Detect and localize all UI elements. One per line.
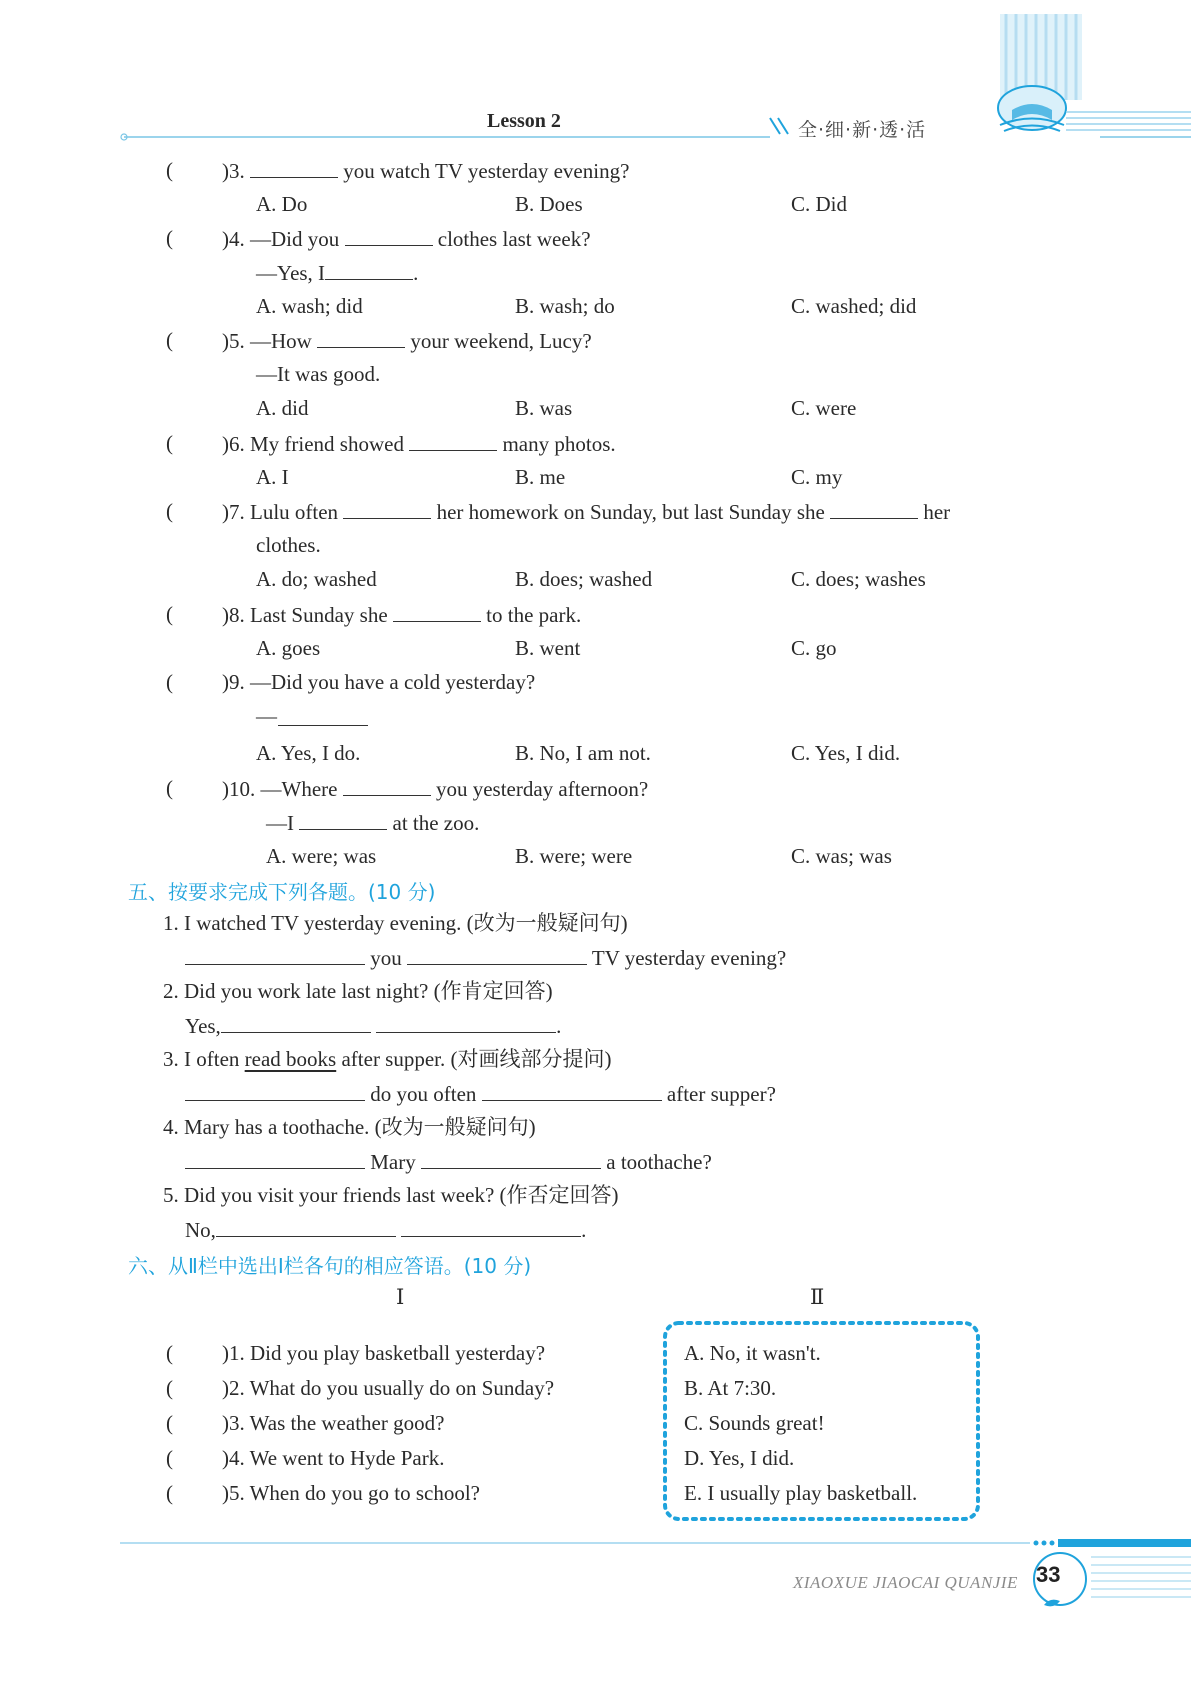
option-a: A. Do	[256, 192, 308, 216]
option-a: A. goes	[256, 636, 321, 660]
option-a: A. I	[256, 465, 289, 489]
option-a: A. were; was	[266, 844, 377, 868]
page-number: 33	[1036, 1562, 1061, 1587]
answer-blank[interactable]	[278, 725, 368, 726]
match-left-5: )5. When do you go to school?	[222, 1481, 480, 1505]
answer-blank[interactable]	[185, 944, 365, 965]
answer-paren: (	[166, 328, 173, 352]
option-c: C. Yes, I did.	[791, 741, 901, 765]
option-b: B. wash; do	[515, 294, 615, 318]
header-lines	[1066, 112, 1191, 130]
answer-blank[interactable]	[482, 1080, 662, 1101]
question-3: )3. you watch TV yesterday evening?	[222, 159, 630, 183]
question-6: )6. My friend showed many photos.	[222, 432, 616, 456]
part5-q5-answer: No, .	[185, 1218, 587, 1242]
option-b: B. me	[515, 465, 566, 489]
answer-paren: (	[166, 431, 173, 455]
header-decoration	[0, 0, 1191, 160]
answer-blank[interactable]	[407, 944, 587, 965]
part5-q5: 5. Did you visit your friends last week? (作否定回答)	[163, 1183, 619, 1207]
option-b: B. was	[515, 396, 573, 420]
part5-q4: 4. Mary has a toothache. (改为一般疑问句)	[163, 1115, 536, 1139]
answer-blank[interactable]	[421, 1148, 601, 1169]
part5-q2-answer: Yes, .	[185, 1014, 562, 1038]
option-a: A. wash; did	[256, 294, 363, 318]
option-b: B. does; washed	[515, 567, 653, 591]
underlined-phrase: read books	[244, 1047, 337, 1071]
part5-q3: 3. I often read books after supper. (对画线部分提问)	[163, 1047, 612, 1071]
header-motto: 全·细·新·透·活	[798, 119, 927, 141]
match-left-2: )2. What do you usually do on Sunday?	[222, 1376, 555, 1400]
question-7: )7. Lulu often her homework on Sunday, but last Sunday she her	[222, 500, 951, 524]
section-6-title: 六、从Ⅱ栏中选出Ⅰ栏各句的相应答语。(10 分)	[128, 1254, 532, 1278]
question-9-line2: —	[256, 704, 277, 728]
match-left-4: )4. We went to Hyde Park.	[222, 1446, 445, 1470]
answer-paren: (	[166, 1341, 173, 1365]
option-c: C. Did	[791, 192, 848, 216]
part5-q2: 2. Did you work late last night? (作肯定回答)	[163, 979, 553, 1003]
option-c: C. were	[791, 396, 857, 420]
question-5: )5. —How your weekend, Lucy?	[222, 329, 592, 353]
option-a: A. did	[256, 396, 309, 420]
option-c: C. my	[791, 465, 843, 489]
question-10-line2: —I at the zoo.	[266, 811, 480, 835]
answer-paren: (	[166, 226, 173, 250]
match-left-3: )3. Was the weather good?	[222, 1411, 445, 1435]
option-a: A. Yes, I do.	[256, 741, 361, 765]
part5-q4-answer: Mary a toothache?	[185, 1148, 712, 1175]
answer-paren: (	[166, 670, 173, 694]
answer-blank[interactable]	[185, 1148, 365, 1169]
match-left-1: )1. Did you play basketball yesterday?	[222, 1341, 546, 1365]
answer-paren: (	[166, 1446, 173, 1470]
option-c: C. does; washes	[791, 567, 926, 591]
answer-paren: (	[166, 776, 173, 800]
part5-q1-answer: you TV yesterday evening?	[185, 944, 786, 971]
answer-paren: (	[166, 1376, 173, 1400]
option-b: B. No, I am not.	[515, 741, 651, 765]
answer-blank[interactable]	[401, 1216, 581, 1237]
answer-blank[interactable]	[216, 1216, 396, 1237]
question-8: )8. Last Sunday she to the park.	[222, 603, 582, 627]
book-emblem-icon	[998, 86, 1066, 131]
answer-blank[interactable]	[185, 1080, 365, 1101]
question-4: )4. —Did you clothes last week?	[222, 227, 591, 251]
series-name: XIAOXUE JIAOCAI QUANJIE	[793, 1573, 1018, 1592]
question-10: )10. —Where you yesterday afternoon?	[222, 777, 649, 801]
option-b: B. were; were	[515, 844, 633, 868]
slash-icon	[770, 118, 788, 134]
column-1-label: Ⅰ	[396, 1285, 405, 1309]
question-4-line2: —Yes, I .	[256, 261, 419, 285]
section-5-title: 五、按要求完成下列各题。(10 分)	[128, 880, 436, 904]
answer-blank[interactable]	[221, 1012, 371, 1033]
part5-q3-answer: do you often after supper?	[185, 1080, 776, 1107]
match-right-b: B. At 7:30.	[684, 1376, 777, 1400]
option-b: B. went	[515, 636, 581, 660]
option-c: C. washed; did	[791, 294, 917, 318]
question-9: )9. —Did you have a cold yesterday?	[222, 670, 536, 694]
answer-paren: (	[166, 158, 173, 182]
lesson-title: Lesson 2	[487, 110, 561, 132]
answer-blank[interactable]	[376, 1012, 556, 1033]
question-7-line2: clothes.	[256, 533, 321, 557]
question-5-line2: —It was good.	[256, 362, 381, 386]
option-a: A. do; washed	[256, 567, 377, 591]
option-c: C. was; was	[791, 844, 892, 868]
answer-paren: (	[166, 1481, 173, 1505]
answer-paren: (	[166, 602, 173, 626]
answer-paren: (	[166, 1411, 173, 1435]
match-right-a: A. No, it wasn't.	[684, 1341, 821, 1365]
match-right-c: C. Sounds great!	[684, 1411, 825, 1435]
option-b: B. Does	[515, 192, 583, 216]
answer-paren: (	[166, 499, 173, 523]
column-2-label: Ⅱ	[810, 1285, 825, 1309]
match-right-d: D. Yes, I did.	[684, 1446, 795, 1470]
part5-q1: 1. I watched TV yesterday evening. (改为一般疑问句)	[163, 911, 628, 935]
match-right-e: E. I usually play basketball.	[684, 1481, 918, 1505]
option-c: C. go	[791, 636, 837, 660]
